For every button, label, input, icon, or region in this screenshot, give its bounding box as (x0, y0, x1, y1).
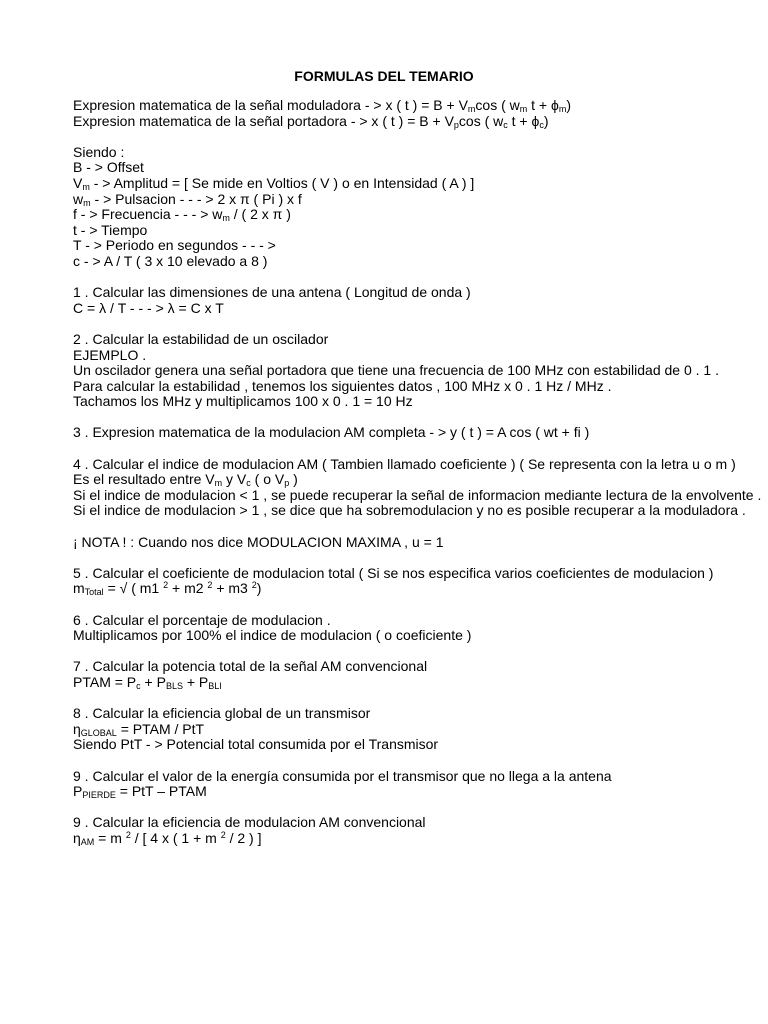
document-title: FORMULAS DEL TEMARIO (294, 68, 474, 84)
section-8-line: Siendo PtT - > Potencial total consumida por el Transmisor (73, 736, 439, 753)
section-2-line: Un oscilador genera una señal portadora que tiene una frecuencia de 100 MHz con estabilidad de 0 . 1 . (73, 362, 719, 379)
amplitud-definition: $V_m$ - > Amplitud = [ Se mide en Voltios ( V ) o en Intensidad ( A ) ] (73, 174, 475, 192)
tiempo-definition: t - > Tiempo (73, 221, 148, 238)
section-4-heading: 4 . Calcular el indice de modulacion AM ( Tambien llamado coeficiente ) ( Se representa con la letra u o m ) (73, 455, 736, 472)
c-definition: c - > A / T ( 3 x 10 elevado a 8 ) (73, 252, 268, 269)
section-2-line: Para calcular la estabilidad , tenemos los siguientes datos , 100 MHz x 0 . 1 Hz / MHz . (73, 377, 612, 394)
section-9a-heading: 9 . Calcular el valor de la energía consumida por el transmisor que no llega a la antena (73, 767, 612, 784)
frecuencia-definition: f - > Frecuencia - - - > $w_m$ / ( 2 x π ) (73, 206, 291, 224)
section-5-heading: 5 . Calcular el coeficiente de modulacion total ( Si se nos especifica varios coeficientes de modulacion ) (73, 564, 714, 581)
portadora-expression: Expresion matematica de la señal portadora - > x ( t ) = $B + V_p\cos$ ( $w_c$ $t + \phi_c$) (73, 112, 549, 130)
section-4-line: Si el indice de modulacion > 1 , se dice que ha sobremodulacion y no es posible recuperar a la moduladora . (73, 502, 746, 519)
section-4-resultado: Es el resultado entre $V_m$ y $V_c$ ( o $V_p$ ) (73, 471, 298, 489)
periodo-definition: T - > Periodo en segundos - - - > (73, 237, 276, 254)
section-9a-formula: $P_{PIERDE}$ = PtT – PTAM (73, 783, 207, 801)
section-8-formula: $\eta_{GLOBAL}$ = PTAM / PtT (73, 720, 205, 738)
moduladora-expression: Expresion matematica de la señal moduladora - > x ( t ) = $B + V_m\cos$ ( $w_m$ $t + \phi_m$) (73, 97, 572, 114)
section-1-heading: 1 . Calcular las dimensiones de una antena ( Longitud de onda ) (73, 284, 471, 301)
pulsacion-definition: $w_m$ - > Pulsacion - - - > 2 x π ( Pi ) x f (73, 190, 302, 208)
nota-line: ¡ NOTA ! : Cuando nos dice MODULACION MAXIMA , u = 1 (73, 533, 444, 550)
section-4-line: Si el indice de modulacion < 1 , se puede recuperar la señal de informacion mediante lectura de la envolvente . (73, 486, 762, 503)
section-1-formula: C = λ / T - - - > λ = C x T (73, 299, 224, 316)
section-7-formula: PTAM = $P_c + P_{BLS} + P_{BLI}$ (73, 673, 222, 691)
siendo-heading: Siendo : (73, 143, 125, 160)
section-2-heading: 2 . Calcular la estabilidad de un oscilador (73, 330, 329, 347)
section-9b-heading: 9 . Calcular la eficiencia de modulacion AM convencional (73, 814, 426, 831)
section-6-line: Multiplicamos por 100% el indice de modulacion ( o coeficiente ) (73, 627, 472, 644)
section-2-ejemplo: EJEMPLO . (73, 346, 147, 363)
section-7-heading: 7 . Calcular la potencia total de la señal AM convencional (73, 658, 428, 675)
section-6-heading: 6 . Calcular el porcentaje de modulacion . (73, 611, 331, 628)
section-2-line: Tachamos los MHz y multiplicamos 100 x 0 . 1 = 10 Hz (73, 393, 413, 410)
section-3-heading: 3 . Expresion matematica de la modulacion AM completa - > y ( t ) = A cos ( wt + fi ) (73, 424, 590, 441)
document-body (73, 97, 762, 847)
section-8-heading: 8 . Calcular la eficiencia global de un transmisor (73, 705, 371, 722)
section-9b-formula: $\eta_{AM} = m$ $^2$ / [ 4 x ( 1 + m $^2$ / 2 ) ] (73, 829, 262, 847)
section-5-formula: $m_{Total}$ = √ ( m1 $^2$ + m2 $^2$ + m3 $^2$) (73, 580, 262, 598)
offset-definition: B - > Offset (73, 159, 144, 176)
